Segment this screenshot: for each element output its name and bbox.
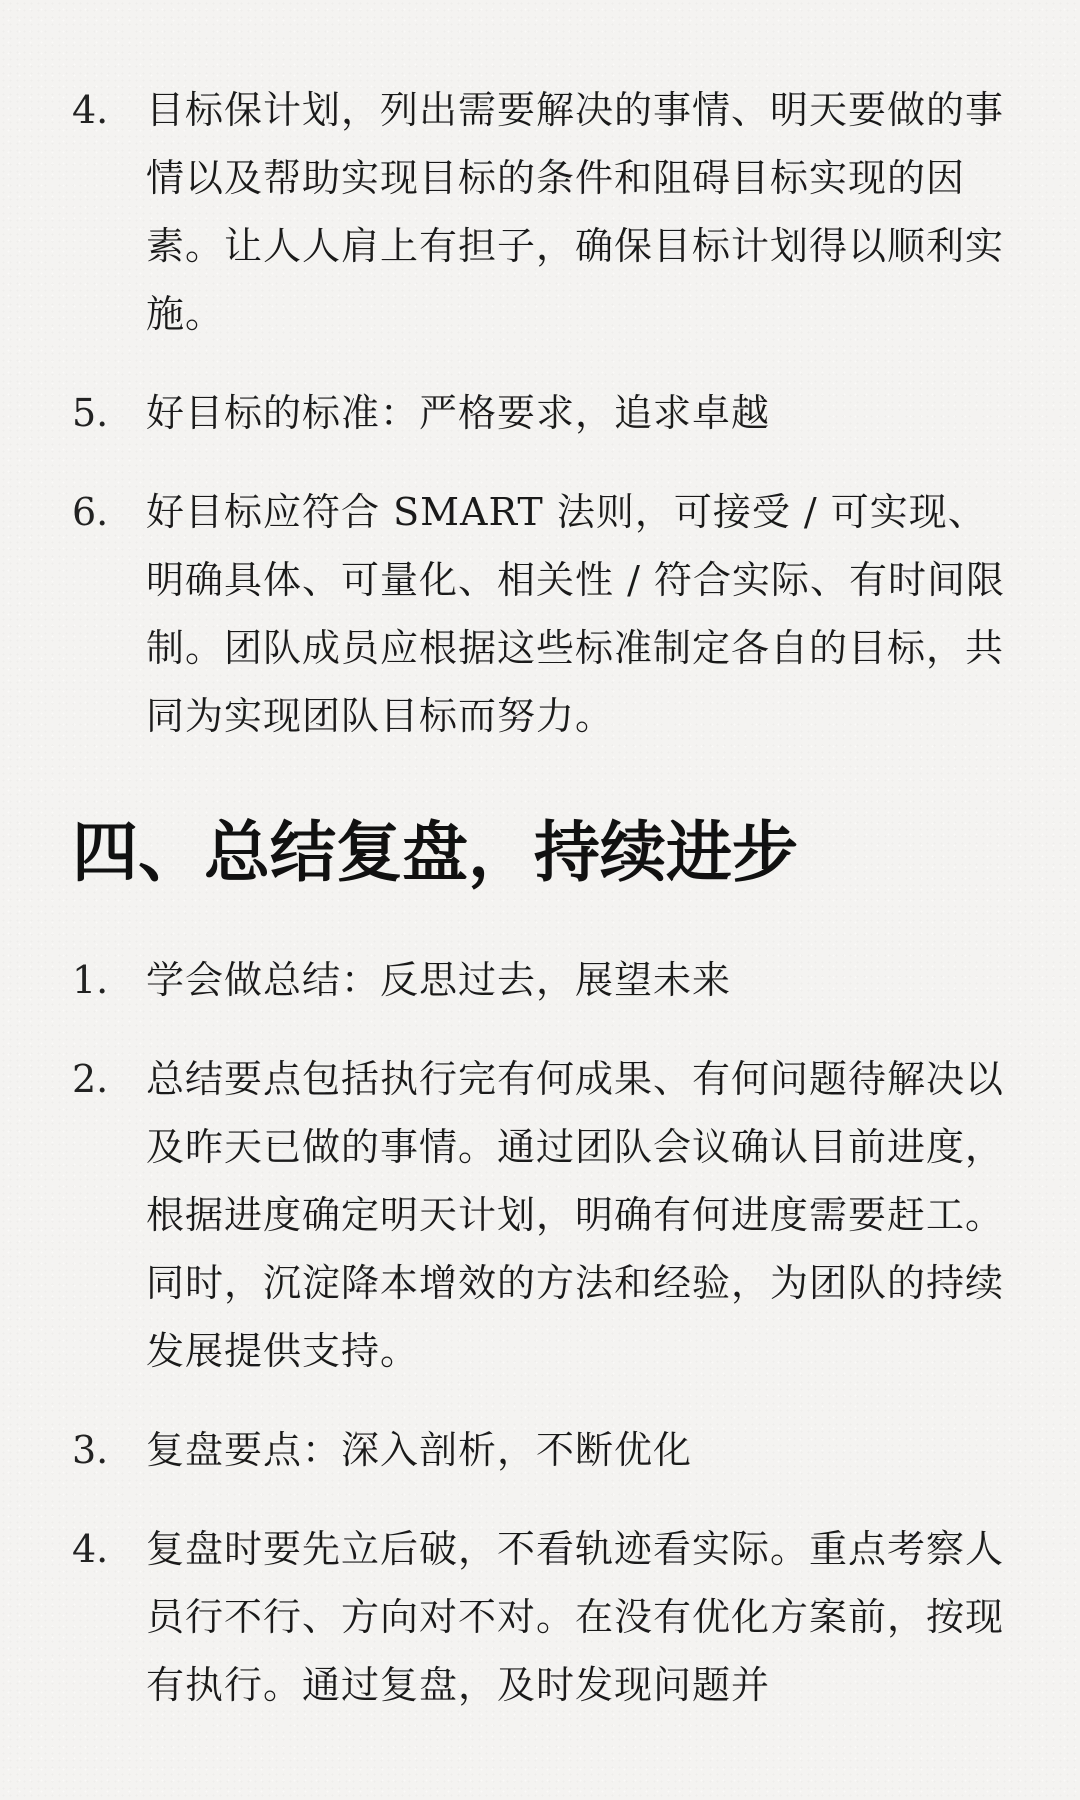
list-item-text: 目标保计划，列出需要解决的事情、明天要做的事情以及帮助实现目标的条件和阻碍目标实现的因素。让人人肩上有担子，确保目标计划得以顺利实施。 [146, 88, 1005, 336]
list-item-text: 总结要点包括执行完有何成果、有何问题待解决以及昨天已做的事情。通过团队会议确认目前进度，根据进度确定明天计划，明确有何进度需要赶工。同时，沉淀降本增效的方法和经验，为团队的持续发展提供支持。 [146, 1057, 1005, 1373]
list-item [72, 1515, 1012, 1719]
list-item [72, 1416, 1012, 1484]
list-item-number: 3. [72, 1428, 109, 1472]
list-item-number: 4. [72, 88, 109, 132]
section-heading: 四、总结复盘，持续进步 [72, 813, 798, 891]
list-item-number: 6. [72, 490, 109, 534]
list-item-number: 2. [72, 1057, 109, 1101]
list-item [72, 76, 1012, 348]
list-item-text: 好目标的标准：严格要求，追求卓越 [146, 391, 771, 435]
list-item-text: 复盘时要先立后破，不看轨迹看实际。重点考察人员行不行、方向对不对。在没有优化方案前，按现有执行。通过复盘，及时发现问题并 [146, 1527, 1005, 1707]
numbered-list-top [72, 76, 1012, 781]
list-item-text: 复盘要点：深入剖析，不断优化 [146, 1428, 693, 1472]
list-item-text: 学会做总结：反思过去，展望未来 [146, 958, 732, 1002]
list-item [72, 379, 1012, 447]
list-item [72, 1045, 1012, 1385]
list-item-number: 4. [72, 1527, 109, 1571]
list-item-number: 1. [72, 958, 109, 1002]
list-item-text: 好目标应符合 SMART 法则，可接受 / 可实现、明确具体、可量化、相关性 / 符合实际、有时间限制。团队成员应根据这些标准制定各自的目标，共同为实现团队目标而努力。 [146, 490, 1005, 738]
list-item [72, 478, 1012, 750]
list-item-number: 5. [72, 391, 109, 435]
list-item [72, 946, 1012, 1014]
numbered-list-bottom [72, 946, 1012, 1750]
